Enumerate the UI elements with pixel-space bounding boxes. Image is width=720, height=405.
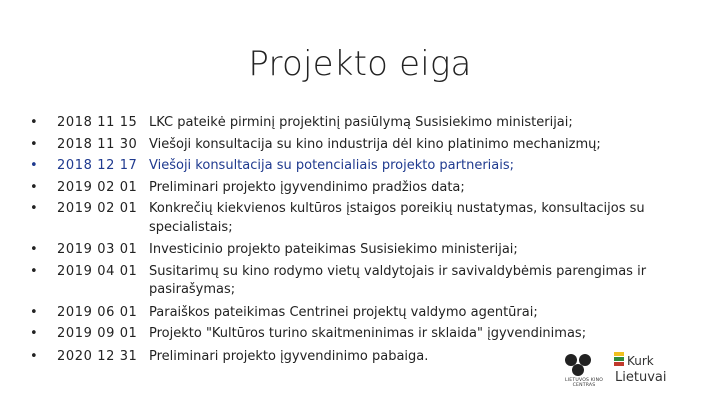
timeline-text: Preliminari projekto įgyvendinimo pradžios data; — [149, 179, 465, 195]
bullet: • — [30, 136, 38, 152]
timeline-text: Preliminari projekto įgyvendinimo pabaiga. — [149, 348, 429, 364]
timeline-item — [30, 179, 680, 198]
timeline-text: Konkrečių kiekvienos kultūros įstaigos poreikių nustatymas, konsultacijos su specialistais; — [149, 201, 645, 235]
lkc-logo — [561, 352, 604, 396]
timeline-date: 2019 09 01 — [57, 326, 138, 341]
bullet: • — [30, 179, 38, 195]
timeline-text: Projekto "Kultūros turino skaitmeninimas ir sklaida" įgyvendinimas; — [149, 326, 587, 341]
slide-title: Projekto eiga — [248, 44, 472, 84]
timeline-date: 2019 02 01 — [57, 201, 138, 216]
lkc-logo-text: LIETUVOS KINO CENTRAS — [564, 378, 604, 389]
timeline-item — [30, 136, 680, 155]
timeline-text: Susitarimų su kino rodymo vietų valdytojais ir savivaldybėmis parengimas ir pasirašymas; — [149, 263, 647, 297]
timeline-item-highlighted — [30, 157, 680, 176]
timeline-date: 2019 04 01 — [57, 263, 138, 279]
timeline-date: 2018 11 30 — [57, 136, 138, 152]
timeline-list — [30, 114, 680, 366]
timeline-text: Viešoji konsultacija su kino industrija dėl kino platinimo mechanizmų; — [149, 136, 601, 152]
timeline-text: LKC pateikė pirminį projektinį pasiūlymą Susisiekimo ministerijai; — [149, 115, 573, 130]
logo-circle-icon — [572, 364, 584, 376]
timeline-item — [30, 304, 680, 323]
bullet: • — [30, 242, 38, 257]
kurk-logo-line2: Lietuvai — [615, 370, 667, 385]
timeline-item — [30, 263, 680, 300]
timeline-date: 2018 11 15 — [57, 115, 138, 130]
bullet: • — [30, 158, 38, 173]
timeline-item — [30, 325, 680, 344]
kurk-logo-line1: Kurk — [627, 354, 654, 368]
bullet: • — [30, 304, 38, 320]
timeline-date: 2020 12 31 — [57, 348, 138, 364]
bullet: • — [30, 326, 38, 341]
timeline-text: Investicinio projekto pateikimas Susisiekimo ministerijai; — [149, 242, 518, 257]
kurk-lietuvai-flag-icon — [612, 350, 628, 368]
timeline-text: Paraiškos pateikimas Centrinei projektų valdymo agentūrai; — [149, 304, 538, 320]
timeline-item — [30, 200, 680, 237]
timeline-item — [30, 241, 680, 260]
timeline-date: 2018 12 17 — [57, 158, 138, 173]
footer-logos — [555, 350, 715, 400]
bullet: • — [30, 348, 38, 364]
timeline-item — [30, 114, 680, 133]
bullet: • — [30, 201, 38, 216]
bullet: • — [30, 115, 38, 130]
timeline-text: Viešoji konsultacija su potencialiais projekto partneriais; — [149, 158, 515, 173]
timeline-date: 2019 06 01 — [57, 304, 138, 320]
bullet: • — [30, 263, 38, 279]
timeline-date: 2019 02 01 — [57, 179, 138, 195]
timeline-date: 2019 03 01 — [57, 242, 138, 257]
